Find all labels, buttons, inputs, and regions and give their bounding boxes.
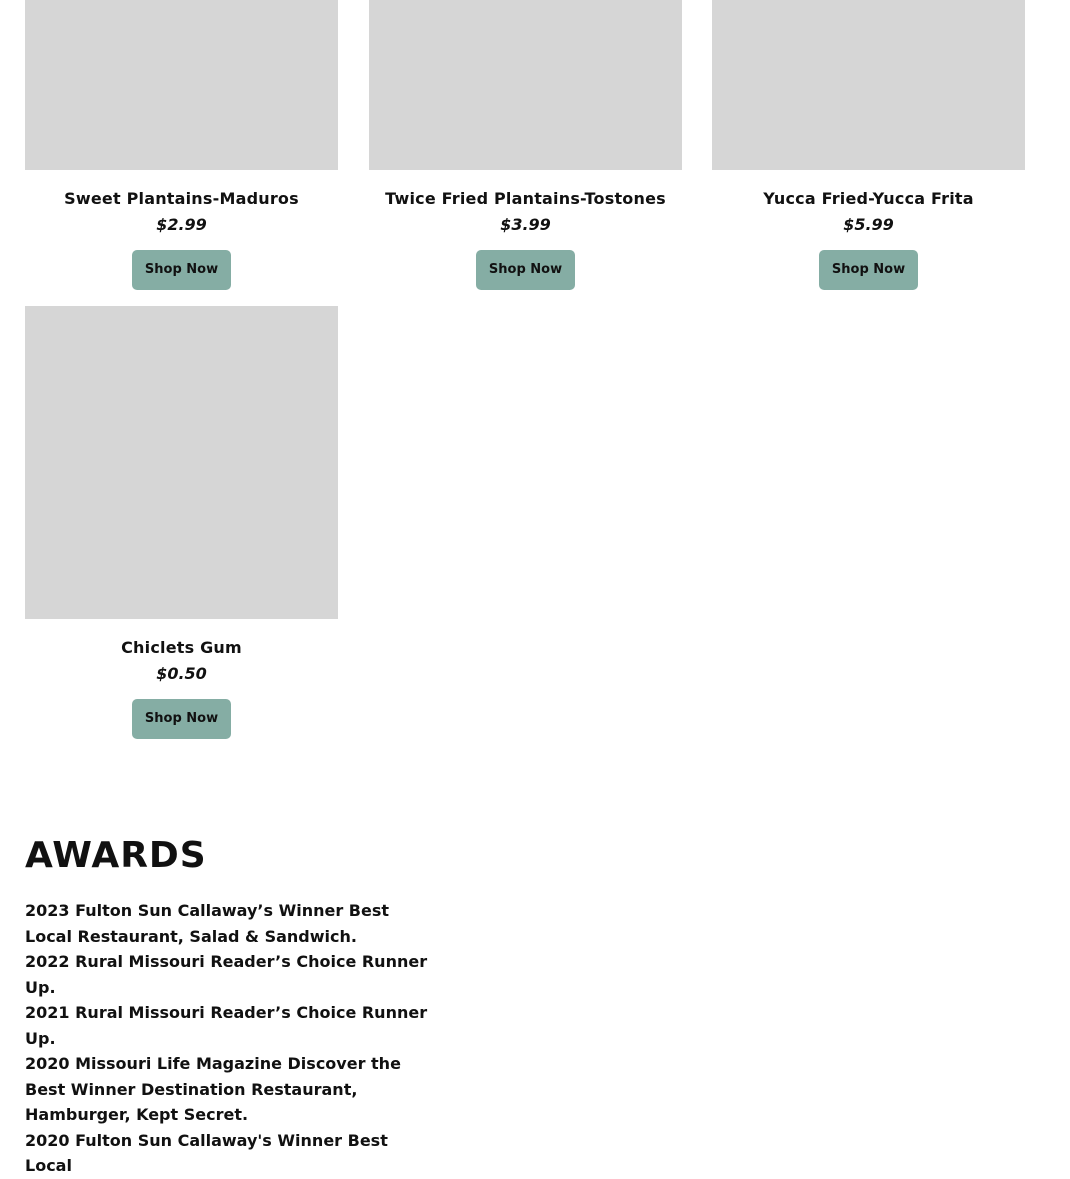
product-image[interactable]	[712, 0, 1025, 170]
shop-now-button[interactable]: Shop Now	[132, 250, 231, 290]
shop-now-button[interactable]: Shop Now	[476, 250, 575, 290]
awards-list	[25, 898, 435, 1179]
shop-now-button[interactable]: Shop Now	[819, 250, 918, 290]
product-price: $5.99	[843, 215, 894, 234]
shop-now-button[interactable]: Shop Now	[132, 699, 231, 739]
product-name[interactable]: Yucca Fried-Yucca Frita	[763, 189, 974, 208]
product-name[interactable]: Twice Fried Plantains-Tostones	[385, 189, 666, 208]
award-item: 2023 Fulton Sun Callaway’s Winner Best Local Restaurant, Salad & Sandwich.	[25, 901, 390, 946]
product-card	[25, 0, 338, 290]
award-item: 2020 Fulton Sun Callaway's Winner Best Local	[25, 1130, 388, 1175]
product-name[interactable]: Chiclets Gum	[121, 638, 242, 657]
product-name[interactable]: Sweet Plantains-Maduros	[64, 189, 299, 208]
award-item: 2022 Rural Missouri Reader’s Choice Runner Up.	[25, 952, 428, 997]
product-image[interactable]	[369, 0, 682, 170]
product-price: $3.99	[500, 215, 551, 234]
award-item: 2020 Missouri Life Magazine Discover the Best Winner Destination Restaurant, Hamburger, Kept Secret.	[25, 1054, 401, 1124]
product-price: $2.99	[156, 215, 207, 234]
product-image[interactable]	[25, 306, 338, 619]
product-card	[25, 306, 338, 739]
award-item: 2021 Rural Missouri Reader’s Choice Runner Up.	[25, 1003, 428, 1048]
awards-heading: AWARDS	[25, 835, 207, 876]
product-price: $0.50	[156, 664, 207, 683]
product-card	[369, 0, 682, 290]
product-card	[712, 0, 1025, 290]
awards-section	[25, 832, 435, 1179]
product-image[interactable]	[25, 0, 338, 170]
